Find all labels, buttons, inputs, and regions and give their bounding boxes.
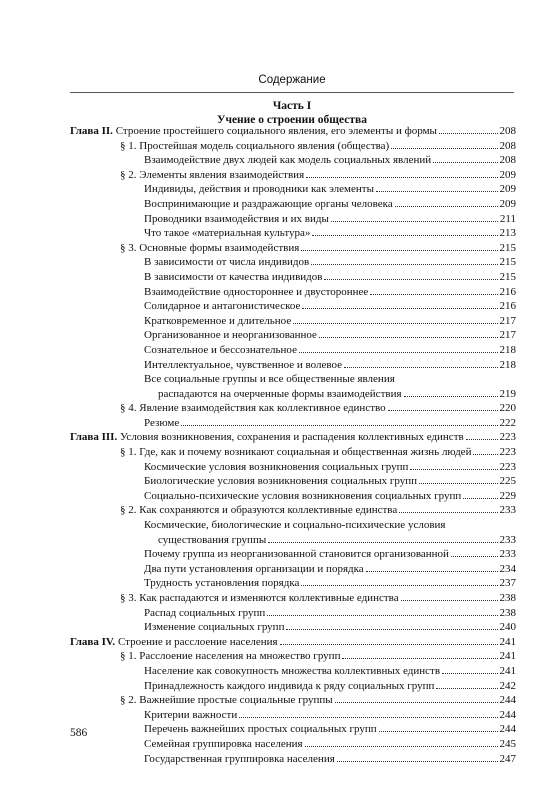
toc-entry-text (158, 533, 266, 548)
entry-title: Организованное и неорганизованное (144, 329, 317, 342)
entry-page-number: 233 (499, 533, 516, 546)
entry-page-number: 225 (499, 475, 516, 488)
dot-leader (337, 760, 498, 762)
dot-leader (436, 687, 497, 689)
toc-entry-text (120, 503, 397, 518)
toc-entry-text (144, 519, 445, 531)
entry-title: Биологические условия возникновения социальных групп (144, 475, 418, 488)
entry-page-number: 217 (499, 314, 516, 327)
dot-leader (331, 220, 498, 222)
entry-title: Кратковременное и длительное (144, 314, 292, 327)
toc-entry (70, 649, 516, 664)
toc-entry-text (144, 562, 364, 577)
toc-entry (70, 358, 516, 373)
entry-title: Все социальные группы и все общественные явления (144, 373, 395, 386)
entry-page-number: 238 (499, 606, 516, 619)
dot-leader (312, 234, 497, 236)
dot-leader (391, 147, 497, 149)
dot-leader (301, 584, 497, 586)
entry-title: Критерии важности (144, 708, 238, 721)
entry-page-number: 208 (499, 139, 516, 152)
toc-entry (70, 343, 516, 358)
toc-entry (70, 182, 516, 197)
entry-title: § 2. Важнейшие простые социальные группы (120, 694, 333, 707)
chapter-label: Глава III. (70, 431, 118, 444)
dot-leader (267, 614, 497, 616)
header-rule (70, 92, 514, 93)
running-header: Содержание (258, 74, 326, 86)
entry-page-number: 244 (499, 723, 516, 736)
toc-entry-text (144, 460, 408, 475)
toc-entry (70, 124, 516, 139)
entry-title: Почему группа из неорганизованной становится организованной (144, 548, 449, 561)
entry-title: Взаимодействие двух людей как модель социальных явлений (144, 154, 432, 167)
toc-entry-text (120, 693, 333, 708)
dot-leader (439, 132, 498, 134)
toc-entry-text (144, 416, 179, 431)
toc-entry (70, 241, 516, 256)
dot-leader (366, 570, 498, 572)
toc-entry (70, 255, 516, 270)
toc-entry-text (144, 153, 431, 168)
entry-page-number: 208 (499, 154, 516, 167)
toc-entry (70, 518, 516, 533)
entry-title: Космические, биологические и социально-психические условия (144, 519, 446, 532)
entry-page-number: 223 (499, 431, 516, 444)
toc-entry (70, 708, 516, 723)
entry-title: § 1. Где, как и почему возникают социальная и общественная жизнь людей (120, 446, 472, 459)
entry-page-number: 241 (499, 664, 516, 677)
toc-entry-text (144, 620, 284, 635)
toc-entry-text (144, 679, 434, 694)
toc-entry-text (144, 664, 440, 679)
entry-title: § 3. Основные формы взаимодействия (120, 241, 300, 254)
entry-page-number: 238 (499, 592, 516, 604)
entry-title: Государственная группировка населения (144, 752, 335, 765)
entry-page-number: 245 (499, 737, 516, 750)
entry-page-number: 240 (499, 621, 516, 634)
dot-leader (463, 497, 497, 499)
entry-title: Проводники взаимодействия и их виды (144, 212, 329, 225)
dot-leader (410, 468, 497, 470)
entry-page-number: 241 (499, 650, 516, 663)
toc-entry (70, 489, 516, 504)
entry-page-number: 218 (499, 343, 516, 356)
entry-title: Два пути установления организации и порядка (144, 562, 364, 575)
toc-entry (70, 430, 516, 445)
toc-entry (70, 576, 516, 591)
entry-page-number: 233 (499, 548, 516, 561)
entry-title: Космические условия возникновения социальных групп (144, 460, 409, 473)
entry-page-number: 233 (499, 504, 516, 517)
entry-title: существования группы (158, 533, 267, 546)
entry-page-number: 209 (499, 197, 516, 210)
toc-entry-text (144, 343, 297, 358)
entry-page-number: 208 (499, 125, 516, 137)
dot-leader (239, 716, 497, 718)
dot-leader (324, 278, 497, 280)
toc-entry-text (144, 197, 393, 212)
table-of-contents (70, 124, 516, 766)
entry-title: § 1. Расслоение населения на множество групп (120, 650, 341, 663)
entry-page-number: 219 (499, 387, 516, 400)
toc-entry (70, 445, 516, 460)
entry-page-number: 211 (499, 212, 516, 225)
dot-leader (466, 438, 498, 440)
entry-page-number: 223 (499, 460, 516, 473)
toc-entry (70, 722, 516, 737)
toc-entry (70, 737, 516, 752)
toc-entry (70, 285, 516, 300)
dot-leader (419, 482, 497, 484)
entry-title: Солидарное и антагонистическое (144, 300, 301, 313)
entry-title: Резюме (144, 416, 180, 429)
entry-page-number: 244 (499, 694, 516, 707)
entry-page-number: 241 (499, 635, 516, 648)
toc-entry-text (144, 299, 300, 314)
toc-entry-text (144, 737, 303, 752)
toc-entry (70, 752, 516, 767)
dot-leader (301, 249, 497, 251)
dot-leader (379, 730, 498, 732)
toc-entry (70, 226, 516, 241)
entry-title: Социально-психические условия возникновения социальных групп (144, 489, 462, 502)
entry-title: Изменение социальных групп (144, 621, 285, 634)
dot-leader (286, 628, 497, 630)
toc-entry-text (144, 752, 335, 767)
dot-leader (342, 657, 497, 659)
dot-leader (401, 599, 498, 601)
toc-entry-text (144, 255, 309, 270)
entry-title: В зависимости от качества индивидов (144, 270, 323, 283)
dot-leader (302, 307, 497, 309)
toc-entry-text (144, 373, 395, 385)
toc-entry (70, 387, 516, 402)
toc-entry (70, 679, 516, 694)
toc-entry-text (144, 474, 417, 489)
entry-page-number: 222 (499, 416, 516, 429)
entry-title: Перечень важнейших простых социальных групп (144, 723, 377, 736)
toc-entry (70, 606, 516, 621)
toc-entry (70, 503, 516, 518)
toc-entry-text (144, 314, 291, 329)
entry-title: Принадлежность каждого индивида к ряду социальных групп (144, 679, 435, 692)
dot-leader (451, 555, 498, 557)
chapter-label: Глава II. (70, 125, 113, 137)
toc-entry-text (120, 445, 471, 460)
entry-title: Воспринимающие и раздражающие органы человека (144, 197, 393, 210)
dot-leader (388, 409, 498, 411)
dot-leader (404, 395, 498, 397)
toc-entry (70, 153, 516, 168)
toc-entry-text (120, 401, 386, 416)
toc-entry-text (144, 226, 310, 241)
entry-title: Семейная группировка населения (144, 737, 303, 750)
entry-page-number: 220 (499, 402, 516, 415)
entry-title: Строение и расслоение населения (117, 635, 278, 648)
entry-title: Население как совокупность множества коллективных единств (144, 664, 441, 677)
entry-title: § 3. Как распадаются и изменяются коллективные единства (120, 592, 399, 604)
toc-entry (70, 328, 516, 343)
dot-leader (306, 176, 497, 178)
toc-entry-text (120, 649, 340, 664)
entry-title: Трудность установления порядка (144, 577, 300, 590)
dot-leader (370, 293, 497, 295)
toc-entry-text (144, 489, 461, 504)
toc-entry (70, 401, 516, 416)
entry-title: § 4. Явление взаимодействия как коллективное единство (120, 402, 386, 415)
dot-leader (399, 511, 497, 513)
entry-page-number: 234 (499, 562, 516, 575)
dot-leader (335, 701, 498, 703)
toc-entry (70, 562, 516, 577)
entry-title: Взаимодействие одностороннее и двустороннее (144, 285, 369, 298)
toc-entry-text (144, 576, 299, 591)
toc-entry (70, 547, 516, 562)
dot-leader (376, 190, 498, 192)
dot-leader (181, 424, 497, 426)
entry-title: Сознательное и бессознательное (144, 343, 297, 356)
entry-title: Условия возникновения, сохранения и распадения коллективных единств (119, 431, 464, 444)
entry-page-number: 215 (499, 270, 516, 283)
entry-page-number: 216 (499, 285, 516, 298)
entry-page-number: 216 (499, 300, 516, 313)
entry-title: В зависимости от числа индивидов (144, 256, 310, 269)
toc-entry-text (144, 708, 237, 723)
toc-entry (70, 474, 516, 489)
toc-entry (70, 416, 516, 431)
toc-entry-text (144, 212, 329, 227)
entry-title: Строение простейшего социального явления, его элементы и формы (115, 125, 437, 137)
entry-page-number: 218 (499, 358, 516, 371)
dot-leader (442, 672, 497, 674)
entry-title: Индивиды, действия и проводники как элементы (144, 183, 374, 196)
toc-entry-text (120, 241, 299, 256)
toc-entry-text (70, 124, 437, 139)
entry-title: § 2. Элементы явления взаимодействия (120, 168, 305, 181)
entry-page-number: 244 (499, 708, 516, 721)
dot-leader (395, 205, 498, 207)
toc-entry-text (120, 591, 399, 606)
entry-page-number: 247 (499, 752, 516, 765)
toc-entry (70, 591, 516, 606)
toc-entry-text (144, 547, 449, 562)
dot-leader (473, 453, 497, 455)
entry-title: распадаются на очерченные формы взаимодействия (158, 387, 402, 400)
entry-page-number: 209 (499, 168, 516, 181)
toc-entry (70, 635, 516, 650)
entry-page-number: 209 (499, 183, 516, 196)
toc-entry-text (144, 182, 374, 197)
toc-entry (70, 197, 516, 212)
toc-entry (70, 693, 516, 708)
dot-leader (344, 366, 497, 368)
toc-entry (70, 620, 516, 635)
toc-entry-text (70, 430, 464, 445)
dot-leader (268, 541, 497, 543)
entry-title: § 1. Простейшая модель социального явления (общества) (120, 139, 390, 152)
part-title: Учение о строении общества (217, 114, 367, 126)
toc-entry (70, 664, 516, 679)
chapter-label: Глава IV. (70, 635, 116, 648)
toc-entry-text (144, 285, 368, 300)
toc-entry (70, 212, 516, 227)
dot-leader (280, 643, 498, 645)
toc-entry (70, 299, 516, 314)
dot-leader (305, 745, 498, 747)
entry-title: Распад социальных групп (144, 606, 266, 619)
toc-entry-text (144, 328, 317, 343)
toc-entry-text (144, 270, 322, 285)
toc-entry-text (158, 387, 402, 402)
entry-page-number: 217 (499, 329, 516, 342)
toc-entry (70, 139, 516, 154)
dot-leader (299, 351, 498, 353)
dot-leader (311, 263, 497, 265)
entry-title: § 2. Как сохраняются и образуются коллективные единства (120, 504, 398, 517)
toc-entry-text (144, 358, 342, 373)
toc-entry (70, 372, 516, 387)
entry-page-number: 237 (499, 577, 516, 590)
toc-entry (70, 314, 516, 329)
entry-page-number: 242 (499, 679, 516, 692)
toc-entry (70, 460, 516, 475)
toc-entry-text (120, 168, 304, 183)
part-heading (70, 99, 514, 127)
toc-entry (70, 270, 516, 285)
toc-entry (70, 533, 516, 548)
entry-title: Что такое «материальная культура» (144, 227, 311, 240)
toc-entry-text (120, 139, 389, 154)
toc-entry-text (70, 635, 278, 650)
toc-entry (70, 168, 516, 183)
entry-page-number: 229 (499, 489, 516, 502)
dot-leader (293, 322, 497, 324)
toc-entry-text (144, 606, 265, 621)
part-number: Часть I (272, 100, 312, 112)
dot-leader (319, 336, 498, 338)
entry-page-number: 223 (499, 446, 516, 459)
toc-entry-text (144, 722, 377, 737)
page-number: 586 (70, 727, 88, 739)
dot-leader (433, 161, 497, 163)
entry-page-number: 213 (499, 227, 516, 240)
entry-title: Интеллектуальное, чувственное и волевое (144, 358, 343, 371)
entry-page-number: 215 (499, 256, 516, 269)
entry-page-number: 215 (499, 241, 516, 254)
